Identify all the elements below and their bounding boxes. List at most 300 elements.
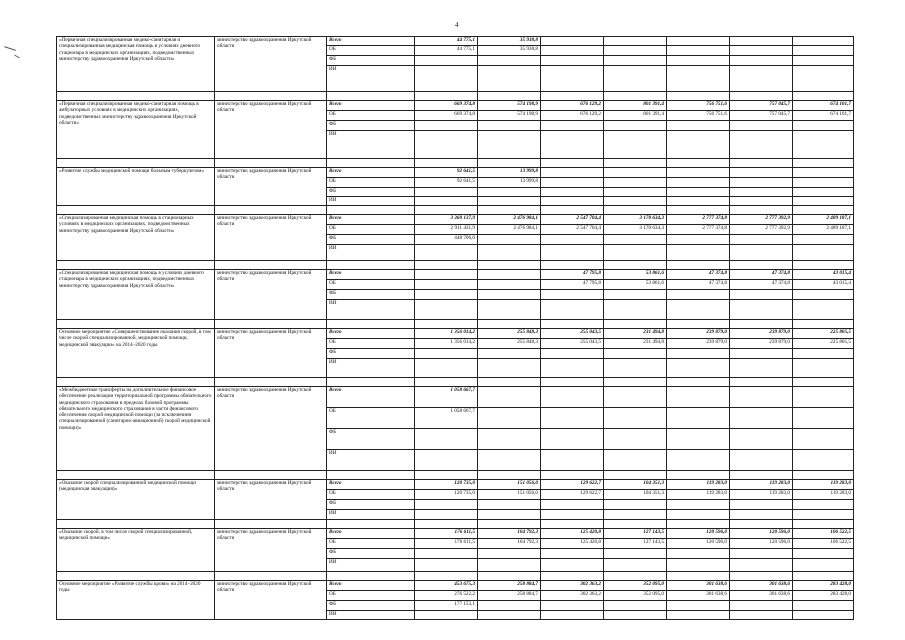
spacer-cell [730, 520, 793, 529]
amount-cell: 104 351,3 [604, 490, 667, 500]
funding-source: ИИ [327, 359, 415, 378]
amount-cell [793, 611, 854, 620]
amount-cell [415, 500, 478, 510]
amount-cell: 120 596,0 [730, 539, 793, 549]
spacer-cell [215, 378, 327, 387]
amount-cell [478, 66, 541, 92]
amount-cell [667, 408, 730, 429]
amount-cell: 1 058 667,7 [415, 408, 478, 429]
funding-source: ИИ [327, 66, 415, 92]
amount-cell [793, 510, 854, 520]
amount-cell: 2 777 374,8 [667, 225, 730, 235]
spacer-cell [478, 206, 541, 215]
spacer-cell [604, 159, 667, 168]
amount-cell [415, 611, 478, 620]
amount-cell: 255 043,5 [541, 329, 604, 339]
spacer-cell [215, 471, 327, 480]
spacer-cell [415, 471, 478, 480]
block-spacer [57, 378, 854, 387]
amount-cell [541, 131, 604, 159]
amount-cell [667, 300, 730, 320]
amount-cell [793, 450, 854, 471]
amount-cell: 3 170 634,3 [604, 215, 667, 225]
amount-cell [730, 601, 793, 611]
amount-cell: 119 283,0 [793, 490, 854, 500]
spacer-cell [730, 572, 793, 581]
spacer-cell [793, 471, 854, 480]
spacer-cell [730, 378, 793, 387]
spacer-cell [793, 261, 854, 270]
amount-cell [793, 245, 854, 261]
measure-name: «Специализированная медицинская помощь в условиях дневного стационара в медицинских организациях, подведомственных министерству здравоохранения Иркутской области» [57, 270, 215, 320]
funding-source: ОБ [327, 111, 415, 121]
amount-cell [415, 290, 478, 300]
amount-cell [667, 387, 730, 408]
amount-cell [730, 359, 793, 378]
spacer-cell [215, 320, 327, 329]
amount-cell [730, 56, 793, 66]
amount-cell: 120 596,0 [667, 529, 730, 539]
amount-cell [793, 121, 854, 131]
amount-cell: 177 153,1 [415, 601, 478, 611]
spacer-cell [541, 572, 604, 581]
amount-cell: 3 360 137,9 [415, 215, 478, 225]
amount-cell [667, 450, 730, 471]
amount-cell: 44 775,1 [415, 46, 478, 56]
amount-cell [478, 56, 541, 66]
amount-cell: 120 596,0 [730, 529, 793, 539]
spacer-cell [604, 572, 667, 581]
amount-cell [667, 46, 730, 56]
amount-cell [793, 178, 854, 188]
responsible-org: министерство здравоохранения Иркутской области [215, 101, 327, 159]
funding-source: Всего [327, 529, 415, 539]
amount-cell [604, 559, 667, 572]
amount-cell: 301 638,6 [667, 591, 730, 601]
amount-cell [667, 121, 730, 131]
amount-cell [604, 500, 667, 510]
table-row [57, 270, 854, 280]
page-number: 4 [455, 21, 459, 29]
amount-cell: 301 638,6 [730, 591, 793, 601]
funding-source: ОБ [327, 591, 415, 601]
funding-source: Всего [327, 37, 415, 46]
spacer-cell [604, 520, 667, 529]
amount-cell: 104 351,3 [604, 480, 667, 490]
amount-cell [793, 549, 854, 559]
amount-cell [478, 245, 541, 261]
amount-cell: 239 879,0 [667, 329, 730, 339]
amount-cell [541, 235, 604, 245]
amount-cell: 301 638,6 [730, 581, 793, 591]
block-spacer [57, 261, 854, 270]
amount-cell: 53 861,6 [604, 270, 667, 280]
amount-cell [415, 131, 478, 159]
measure-name: Основное мероприятие «Совершенствование оказания скорой, в том числе скорой специализированной, медицинской помощи, медицинской эвакуации» на 2014–2020 годы [57, 329, 215, 378]
spacer-cell [730, 159, 793, 168]
spacer-cell [793, 378, 854, 387]
spacer-cell [57, 320, 215, 329]
funding-source: ФБ [327, 429, 415, 450]
spacer-cell [730, 471, 793, 480]
amount-cell: 127 143,5 [604, 529, 667, 539]
block-spacer [57, 206, 854, 215]
spacer-cell [667, 520, 730, 529]
amount-cell: 119 283,0 [730, 480, 793, 490]
table-row [57, 581, 854, 591]
budget-table [56, 36, 854, 620]
amount-cell: 104 792,3 [478, 529, 541, 539]
spacer-cell [793, 572, 854, 581]
funding-source: ФБ [327, 290, 415, 300]
funding-source: ОБ [327, 408, 415, 429]
funding-source: ИИ [327, 300, 415, 320]
amount-cell [415, 188, 478, 197]
spacer-cell [57, 520, 215, 529]
amount-cell [667, 601, 730, 611]
amount-cell: 119 283,0 [667, 490, 730, 500]
amount-cell [478, 611, 541, 620]
amount-cell [793, 387, 854, 408]
amount-cell [667, 168, 730, 178]
amount-cell: 176 611,5 [415, 529, 478, 539]
amount-cell [415, 559, 478, 572]
spacer-cell [215, 572, 327, 581]
amount-cell: 1 058 667,7 [415, 387, 478, 408]
funding-source: ФБ [327, 235, 415, 245]
responsible-org: министерство здравоохранения Иркутской области [215, 329, 327, 378]
spacer-cell [478, 261, 541, 270]
amount-cell [730, 387, 793, 408]
spacer-cell [57, 378, 215, 387]
amount-cell [604, 168, 667, 178]
amount-cell: 120 735,0 [415, 480, 478, 490]
measure-name: «Оказание скорой специализированной медицинской помощи (медицинская эвакуация)» [57, 480, 215, 520]
responsible-org: министерство здравоохранения Иркутской области [215, 215, 327, 261]
amount-cell: 574 198,9 [478, 101, 541, 111]
amount-cell [415, 510, 478, 520]
amount-cell: 2 489 187,1 [793, 215, 854, 225]
funding-source: ОБ [327, 539, 415, 549]
amount-cell [793, 559, 854, 572]
amount-cell [730, 188, 793, 197]
amount-cell [415, 349, 478, 359]
amount-cell [541, 510, 604, 520]
amount-cell [730, 408, 793, 429]
spacer-cell [215, 92, 327, 101]
spacer-cell [541, 471, 604, 480]
amount-cell: 106 522,5 [793, 539, 854, 549]
amount-cell [730, 235, 793, 245]
spacer-cell [327, 471, 415, 480]
amount-cell: 258 884,7 [478, 591, 541, 601]
funding-source: Всего [327, 387, 415, 408]
amount-cell [541, 611, 604, 620]
amount-cell [604, 408, 667, 429]
spacer-cell [327, 378, 415, 387]
amount-cell [478, 450, 541, 471]
amount-cell: 674 101,7 [793, 101, 854, 111]
funding-source: ОБ [327, 46, 415, 56]
amount-cell: 13 999,8 [478, 168, 541, 178]
amount-cell [793, 188, 854, 197]
amount-cell [730, 510, 793, 520]
amount-cell [541, 188, 604, 197]
funding-source: ИИ [327, 510, 415, 520]
amount-cell: 757 045,7 [730, 111, 793, 121]
amount-cell [730, 197, 793, 206]
amount-cell [478, 349, 541, 359]
amount-cell [541, 429, 604, 450]
amount-cell [730, 178, 793, 188]
amount-cell: 2 476 984,1 [478, 225, 541, 235]
spacer-cell [541, 261, 604, 270]
spacer-cell [415, 159, 478, 168]
measure-name: «Оказание скорой, в том числе скорой специализированной, медицинской помощи» [57, 529, 215, 572]
amount-cell [541, 408, 604, 429]
amount-cell [604, 56, 667, 66]
amount-cell [793, 429, 854, 450]
amount-cell: 2 911 431,9 [415, 225, 478, 235]
amount-cell [478, 188, 541, 197]
amount-cell [604, 178, 667, 188]
amount-cell [478, 131, 541, 159]
block-spacer [57, 520, 854, 529]
block-spacer [57, 572, 854, 581]
amount-cell [604, 549, 667, 559]
amount-cell: 47 795,8 [541, 280, 604, 290]
amount-cell [604, 188, 667, 197]
funding-source: ФБ [327, 500, 415, 510]
responsible-org: министерство здравоохранения Иркутской области [215, 37, 327, 92]
amount-cell: 92 641,5 [415, 168, 478, 178]
amount-cell [604, 197, 667, 206]
funding-source: ИИ [327, 197, 415, 206]
amount-cell [667, 510, 730, 520]
amount-cell: 47 374,8 [730, 270, 793, 280]
amount-cell: 258 884,7 [478, 581, 541, 591]
funding-source: ОБ [327, 280, 415, 290]
amount-cell [478, 559, 541, 572]
amount-cell [793, 500, 854, 510]
amount-cell: 47 374,8 [667, 270, 730, 280]
spacer-cell [478, 92, 541, 101]
funding-source: ФБ [327, 121, 415, 131]
spacer-cell [478, 159, 541, 168]
amount-cell [604, 450, 667, 471]
spacer-cell [415, 378, 478, 387]
amount-cell: 120 596,0 [667, 539, 730, 549]
amount-cell [604, 37, 667, 46]
amount-cell [730, 245, 793, 261]
amount-cell [667, 611, 730, 620]
amount-cell [604, 121, 667, 131]
measure-name: «Развитие службы медицинской помощи больным туберкулезом» [57, 168, 215, 206]
amount-cell [667, 66, 730, 92]
amount-cell: 757 045,7 [730, 101, 793, 111]
amount-cell [541, 349, 604, 359]
amount-cell: 119 283,0 [667, 480, 730, 490]
spacer-cell [667, 206, 730, 215]
spacer-cell [541, 520, 604, 529]
amount-cell [415, 549, 478, 559]
amount-cell: 2 777 374,8 [667, 215, 730, 225]
amount-cell [541, 549, 604, 559]
amount-cell: 44 775,1 [415, 37, 478, 46]
amount-cell [415, 300, 478, 320]
spacer-cell [57, 92, 215, 101]
scan-mark [14, 55, 20, 59]
spacer-cell [541, 378, 604, 387]
amount-cell [478, 408, 541, 429]
amount-cell [667, 559, 730, 572]
funding-source: Всего [327, 581, 415, 591]
amount-cell [478, 601, 541, 611]
block-spacer [57, 92, 854, 101]
spacer-cell [667, 471, 730, 480]
spacer-cell [57, 206, 215, 215]
amount-cell: 127 143,5 [604, 539, 667, 549]
block-spacer [57, 159, 854, 168]
amount-cell [604, 300, 667, 320]
amount-cell: 676 129,2 [541, 111, 604, 121]
funding-source: ИИ [327, 559, 415, 572]
spacer-cell [215, 261, 327, 270]
amount-cell [478, 290, 541, 300]
spacer-cell [730, 206, 793, 215]
amount-cell [667, 500, 730, 510]
spacer-cell [730, 320, 793, 329]
amount-cell: 151 056,0 [478, 480, 541, 490]
amount-cell: 35 938,8 [478, 37, 541, 46]
amount-cell [793, 131, 854, 159]
amount-cell [793, 56, 854, 66]
amount-cell [478, 270, 541, 280]
amount-cell: 2 476 984,1 [478, 215, 541, 225]
amount-cell [604, 245, 667, 261]
amount-cell [541, 168, 604, 178]
amount-cell [793, 359, 854, 378]
amount-cell [667, 359, 730, 378]
amount-cell [730, 349, 793, 359]
spacer-cell [667, 92, 730, 101]
amount-cell [667, 429, 730, 450]
amount-cell: 119 283,0 [793, 480, 854, 490]
amount-cell [541, 290, 604, 300]
amount-cell [478, 235, 541, 245]
amount-cell [667, 131, 730, 159]
funding-source: ФБ [327, 188, 415, 197]
amount-cell [730, 131, 793, 159]
amount-cell [730, 559, 793, 572]
amount-cell [415, 270, 478, 280]
spacer-cell [327, 159, 415, 168]
amount-cell [604, 66, 667, 92]
funding-source: ИИ [327, 245, 415, 261]
amount-cell [793, 46, 854, 56]
amount-cell: 2 547 704,4 [541, 225, 604, 235]
amount-cell [478, 429, 541, 450]
spacer-cell [667, 261, 730, 270]
amount-cell [541, 245, 604, 261]
funding-source: Всего [327, 215, 415, 225]
measure-name: Основное мероприятие «Развитие службы крови» на 2014–2020 годы [57, 581, 215, 620]
amount-cell: 47 374,8 [730, 280, 793, 290]
spacer-cell [327, 520, 415, 529]
amount-cell: 239 879,0 [730, 339, 793, 349]
amount-cell: 302 363,2 [541, 591, 604, 601]
amount-cell [793, 197, 854, 206]
funding-source: Всего [327, 101, 415, 111]
amount-cell [667, 549, 730, 559]
amount-cell [478, 387, 541, 408]
amount-cell [541, 450, 604, 471]
spacer-cell [793, 92, 854, 101]
spacer-cell [604, 320, 667, 329]
amount-cell: 92 641,5 [415, 178, 478, 188]
spacer-cell [667, 378, 730, 387]
amount-cell [541, 359, 604, 378]
spacer-cell [415, 572, 478, 581]
table-row [57, 215, 854, 225]
spacer-cell [730, 92, 793, 101]
spacer-cell [415, 520, 478, 529]
amount-cell [478, 500, 541, 510]
table-row [57, 101, 854, 111]
amount-cell: 2 777 392,9 [730, 225, 793, 235]
table-row [57, 480, 854, 490]
amount-cell [604, 290, 667, 300]
amount-cell: 231 494,8 [604, 339, 667, 349]
amount-cell [478, 300, 541, 320]
table-row [57, 529, 854, 539]
amount-cell [604, 387, 667, 408]
amount-cell [478, 549, 541, 559]
amount-cell: 125 420,8 [541, 539, 604, 549]
amount-cell [478, 121, 541, 131]
amount-cell: 276 522,2 [415, 591, 478, 601]
amount-cell: 1 356 014,2 [415, 339, 478, 349]
amount-cell [541, 56, 604, 66]
spacer-cell [604, 206, 667, 215]
spacer-cell [327, 92, 415, 101]
funding-source: ФБ [327, 549, 415, 559]
amount-cell: 301 638,6 [667, 581, 730, 591]
amount-cell: 669 374,8 [415, 111, 478, 121]
funding-source: ИИ [327, 611, 415, 620]
funding-source: ОБ [327, 490, 415, 500]
funding-source: ФБ [327, 601, 415, 611]
measure-name: «Межбюджетные трансферты на дополнительное финансовое обеспечение реализации территориальной программы обязательного медицинского страхования в пределах базовой программы обязательного медицинского страхования в части финансового обеспечения скорой медицинской помощи (за исключением специализированной (санитарно-авиационной) скорой медицинской помощи)» [57, 387, 215, 471]
amount-cell [478, 197, 541, 206]
amount-cell: 255 848,3 [478, 339, 541, 349]
amount-cell [730, 66, 793, 92]
responsible-org: министерство здравоохранения Иркутской области [215, 387, 327, 471]
spacer-cell [478, 520, 541, 529]
amount-cell [730, 611, 793, 620]
amount-cell [793, 37, 854, 46]
table-row [57, 168, 854, 178]
funding-source: ОБ [327, 178, 415, 188]
funding-source: Всего [327, 480, 415, 490]
scan-mark [4, 46, 16, 51]
amount-cell: 125 420,8 [541, 529, 604, 539]
amount-cell: 674 101,7 [793, 111, 854, 121]
amount-cell [667, 245, 730, 261]
spacer-cell [667, 572, 730, 581]
measure-name: «Первичная специализированная медико-санитарная и специализированная медицинская помощь в условиях дневного стационара в медицинских организациях, подведомственных министерству здравоохранения Иркутской области» [57, 37, 215, 92]
amount-cell: 53 861,6 [604, 280, 667, 290]
